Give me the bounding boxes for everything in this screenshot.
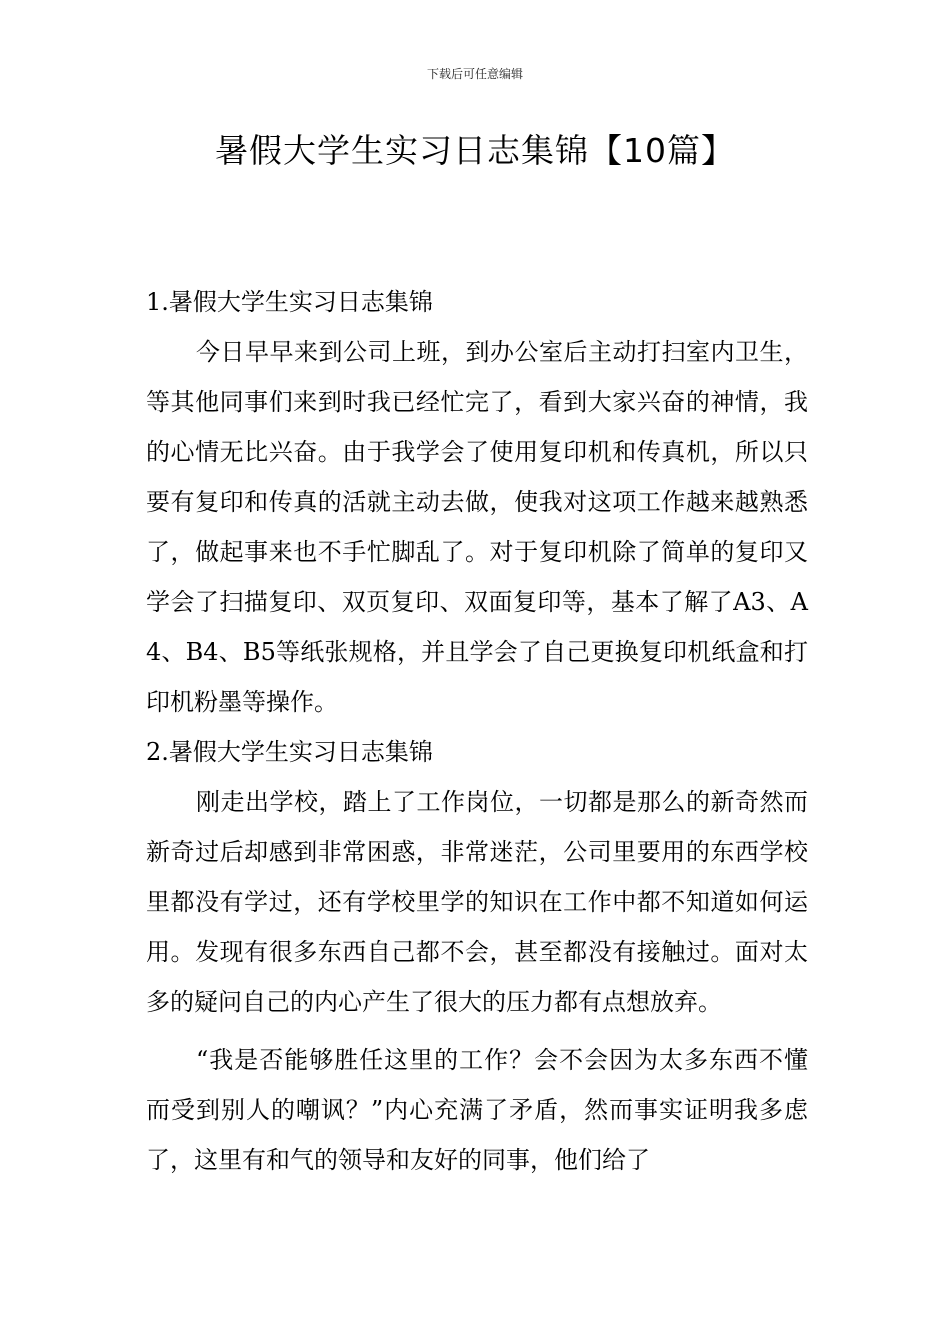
- section-2-paragraph-2: “我是否能够胜任这里的工作？会不会因为太多东西不懂而受到别人的嘲讽？”内心充满了矛盾，然而事实证明我多虑了，这里有和气的领导和友好的同事，他们给了: [146, 1046, 808, 1174]
- document-body: [146, 277, 808, 1185]
- section-1-paragraph-1: 今日早早来到公司上班，到办公室后主动打扫室内卫生，等其他同事们来到时我已经忙完了，看到大家兴奋的神情，我的心情无比兴奋。由于我学会了使用复印机和传真机，所以只要有复印和传真的活就主动去做，使我对这项工作越来越熟悉了，做起事来也不手忙脚乱了。对于复印机除了简单的复印又学会了扫描复印、双页复印、双面复印等，基本了解了A3、A4、B4、B5等纸张规格，并且学会了自己更换复印机纸盒和打印机粉墨等操作。: [146, 338, 808, 716]
- document-title: 暑假大学生实习日志集锦【10篇】: [215, 131, 735, 170]
- header-note: 下载后可任意编辑: [426, 67, 523, 81]
- section-heading-1: 1.暑假大学生实习日志集锦: [146, 288, 433, 316]
- section-heading-2: 2.暑假大学生实习日志集锦: [146, 738, 433, 766]
- section-2-paragraph-1: 刚走出学校，踏上了工作岗位，一切都是那么的新奇然而新奇过后却感到非常困惑，非常迷茫，公司里要用的东西学校里都没有学过，还有学校里学的知识在工作中都不知道如何运用。发现有很多东西自己都不会，甚至都没有接触过。面对太多的疑问自己的内心产生了很大的压力都有点想放弃。: [146, 788, 808, 1016]
